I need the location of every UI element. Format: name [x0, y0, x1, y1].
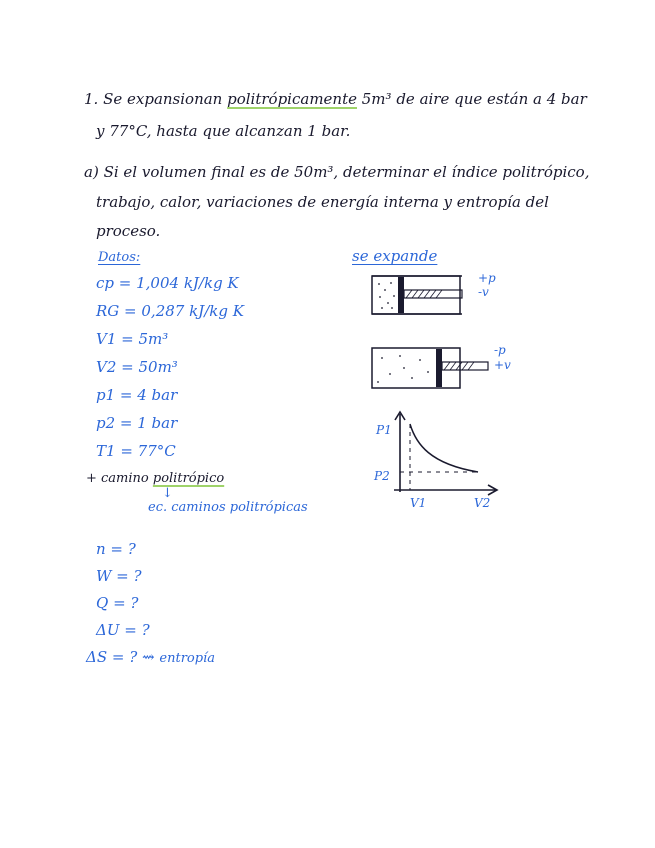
entropy-symbol: ΔS = ? [86, 648, 138, 666]
entropy-line [86, 648, 215, 666]
diagram-title: se expande [352, 247, 438, 265]
piston-head-2 [436, 349, 442, 387]
polytropic-curve [410, 424, 478, 472]
problem-text-post: 5m³ de aire que están a 4 bar [357, 90, 587, 108]
data-title: Datos: [98, 250, 141, 265]
camino-highlighted: politrópico [152, 471, 225, 486]
data-item: cp = 1,004 kJ/kg K [96, 274, 239, 292]
problem-line-2: y 77°C, hasta que alcanzan 1 bar. [96, 122, 351, 140]
data-item: T1 = 77°C [96, 442, 176, 460]
data-item: V2 = 50m³ [96, 358, 178, 376]
part-a-line-2: trabajo, calor, variaciones de energía interna y entropía del [96, 193, 549, 211]
piston-2-p-label: -p [494, 343, 506, 357]
down-arrow: ↓ [162, 486, 173, 501]
data-item: p2 = 1 bar [96, 414, 178, 432]
camino-line [86, 471, 224, 486]
camino-pre: + camino [86, 471, 153, 486]
piston-1 [370, 270, 520, 320]
unknown-item: ΔU = ? [96, 621, 150, 639]
piston-head-1 [398, 277, 404, 313]
squiggle-arrow: ⇝ [142, 648, 155, 666]
cylinder-1 [372, 276, 460, 314]
ecuaciones-text: ec. caminos politrópicas [148, 500, 308, 515]
cylinder-2 [372, 348, 460, 388]
pv-diagram [370, 410, 510, 520]
p2-label: P2 [374, 469, 390, 483]
entropy-word: entropía [159, 651, 215, 666]
data-item: V1 = 5m³ [96, 330, 169, 348]
part-a-line-3: proceso. [96, 222, 161, 240]
unknown-item: W = ? [96, 567, 142, 585]
piston-1-p-label: +p [478, 271, 496, 285]
problem-number: 1. [84, 90, 99, 108]
data-item: p1 = 4 bar [96, 386, 178, 404]
v1-label: V1 [410, 496, 427, 510]
unknown-item: Q = ? [96, 594, 139, 612]
piston-2-v-label: +v [494, 358, 511, 372]
p1-label: P1 [376, 423, 392, 437]
part-a-line-1: a) Si el volumen final es de 50m³, determinar el índice politrópico, [84, 163, 590, 181]
problem-line-1 [84, 90, 587, 108]
problem-text-pre: Se expansionan [103, 90, 228, 108]
piston-1-v-label: -v [478, 285, 489, 299]
unknown-item: n = ? [96, 540, 136, 558]
data-item: RG = 0,287 kJ/kg K [96, 302, 244, 320]
piston-2 [370, 344, 520, 394]
v2-label: V2 [474, 496, 491, 510]
highlighted-word: politrópicamente [227, 90, 357, 108]
